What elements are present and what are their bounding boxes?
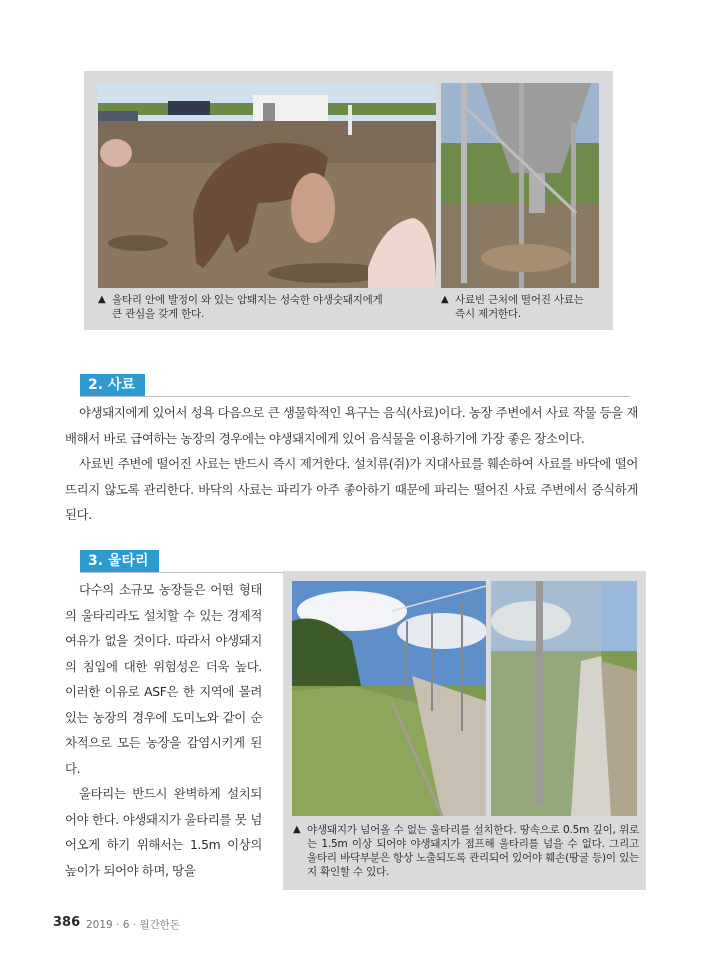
pigs-mating-photo	[98, 83, 436, 288]
caption-triangle-icon: ▲	[293, 824, 301, 835]
top-photo-panel	[84, 71, 613, 330]
section-feed-rule	[80, 396, 630, 397]
left-caption-line2: 큰 관심을 갖게 한다.	[112, 308, 205, 320]
caption-triangle-icon: ▲	[441, 294, 449, 305]
feed-paragraph-1: 야생돼지에게 있어서 성욕 다음으로 큰 생물학적인 욕구는 음식(사료)이다. 농장 주변에서 사료 작물 등을 재배해서 바로 급여하는 농장의 경우에는 야생돼지에게 있어 음식물을 이용하기에 가장 좋은 장소이다.	[65, 405, 638, 446]
feed-paragraph-2: 사료빈 주변에 떨어진 사료는 반드시 즉시 제거한다. 설치류(쥐)가 지대사료를 훼손하여 사료를 바닥에 떨어뜨리지 않도록 관리한다. 바닥의 사료는 파리가 아주 좋아하기 때문에 파리는 떨어진 사료 주변에서 증식하게 된다.	[65, 456, 638, 522]
section-fence-heading: 3. 울타리	[80, 550, 159, 572]
right-caption-line1: 사료빈 근처에 떨어진 사료는	[455, 294, 584, 306]
section-feed-heading: 2. 사료	[80, 374, 145, 396]
section-feed-body	[65, 400, 638, 528]
fence-paragraph-2: 울타리는 반드시 완벽하게 설치되어야 한다. 야생돼지가 울타리를 못 넘어오게 하기 위해서는 1.5m 이상의 높이가 되어야 하며, 땅을	[65, 786, 262, 878]
fence-paragraph-1: 다수의 소규모 농장들은 어떤 형태의 울타리라도 설치할 수 있는 경제적 여유가 없을 것이다. 따라서 야생돼지의 침입에 대한 위험성은 더욱 높다. 이러한 이유로 ASF은 한 지역에 몰려있는 농장의 경우에 도미노와 같이 순차적으로 모든 농장을 감염시키게 된다.	[65, 582, 262, 776]
caption-triangle-icon: ▲	[98, 294, 106, 305]
fence-closeup-photo	[491, 581, 637, 816]
page-number: 386	[53, 915, 81, 930]
section-fence-body	[65, 577, 262, 883]
right-caption-line2: 즉시 제거한다.	[455, 308, 521, 320]
right-photo-caption	[441, 293, 606, 321]
fence-road-photo	[292, 581, 486, 816]
fence-caption-text: 야생돼지가 넘어올 수 없는 울타리를 설치한다. 땅속으로 0.5m 깊이, 위로는 1.5m 이상 되어야 야생돼지가 점프해 울타리를 넘을 수 없다. 그리고 울타리 바닥부분은 항상 노출되도록 관리되어 있어야 훼손(땅굴 등)이 있는지 확인할 수 있다.	[307, 824, 639, 878]
fence-photo-panel	[283, 571, 646, 890]
fence-photo-caption	[293, 823, 639, 879]
left-caption-line1: 울타리 안에 발정이 와 있는 암퇘지는 성숙한 야생숫돼지에게	[112, 294, 383, 306]
footer-meta: 2019 · 6 · 월간한돈	[86, 919, 180, 931]
left-photo-caption	[98, 293, 438, 321]
feed-bin-photo	[441, 83, 599, 288]
